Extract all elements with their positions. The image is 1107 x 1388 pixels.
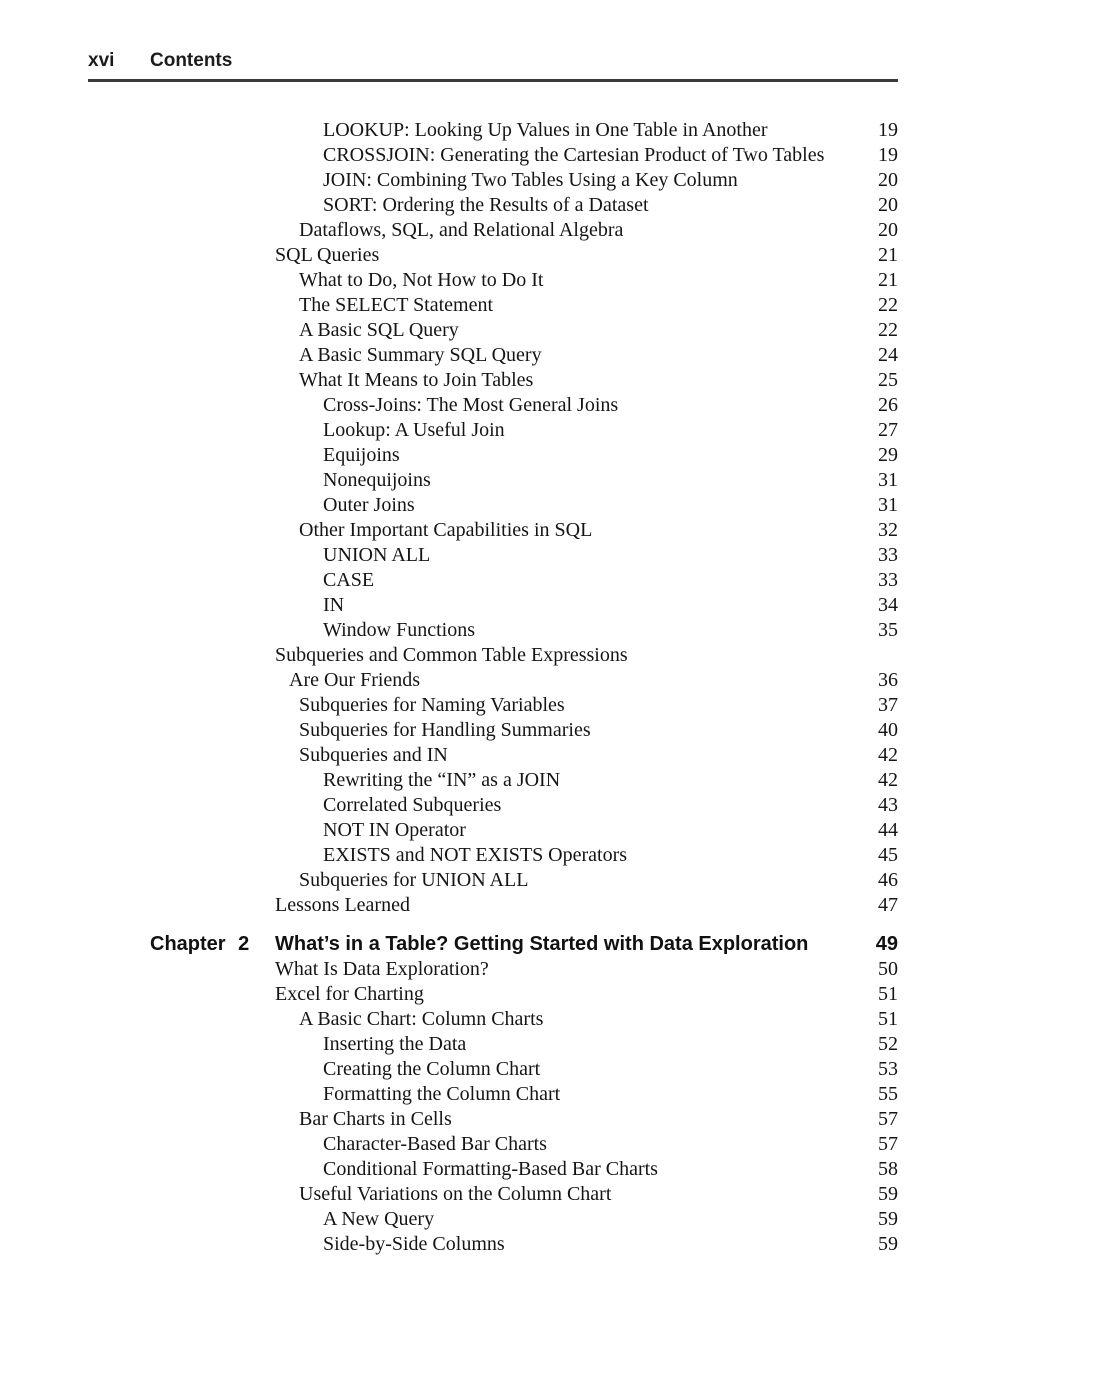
- entry-label: Excel for Charting: [275, 983, 424, 1005]
- toc-entry: [150, 843, 898, 868]
- entry-page-number: 58: [878, 1158, 898, 1180]
- entry-label: What It Means to Join Tables: [299, 369, 534, 391]
- entry-label: Rewriting the “IN” as a JOIN: [323, 769, 561, 791]
- toc-entry: [150, 768, 898, 793]
- entry-page-number: 27: [878, 419, 898, 441]
- entry-page-number: 55: [878, 1083, 898, 1105]
- toc-entry: [150, 343, 898, 368]
- entry-label: A Basic SQL Query: [299, 319, 459, 341]
- entry-label: SQL Queries: [275, 244, 380, 266]
- toc-entry: [150, 743, 898, 768]
- toc-entry: [150, 982, 898, 1007]
- toc-page: [88, 50, 898, 1257]
- entry-page-number: 59: [878, 1183, 898, 1205]
- toc-entry: [150, 793, 898, 818]
- entry-label: Equijoins: [323, 444, 400, 466]
- toc-entry: [150, 1157, 898, 1182]
- entry-page-number: 26: [878, 394, 898, 416]
- entry-page-number: 37: [878, 694, 898, 716]
- toc-entry: [150, 1232, 898, 1257]
- entry-page-number: 20: [878, 194, 898, 216]
- entry-label: A Basic Summary SQL Query: [299, 344, 542, 366]
- toc-entry: [150, 718, 898, 743]
- entry-label: CROSSJOIN: Generating the Cartesian Product of Two Tables: [323, 144, 825, 166]
- entry-page-number: 22: [878, 319, 898, 341]
- toc-entry: [150, 1107, 898, 1132]
- toc-entry: [150, 243, 898, 268]
- toc-entry: [150, 443, 898, 468]
- toc-entry: [150, 193, 898, 218]
- toc-entry: [150, 218, 898, 243]
- chapter-label: Chapter 2: [150, 933, 250, 955]
- entry-label: Side-by-Side Columns: [323, 1233, 505, 1255]
- entry-label: Correlated Subqueries: [323, 794, 502, 816]
- toc-entry: [150, 957, 898, 982]
- toc-entry: [150, 818, 898, 843]
- entry-page-number: 51: [878, 983, 898, 1005]
- toc-entry: [150, 168, 898, 193]
- entry-label: Subqueries for Naming Variables: [299, 694, 565, 716]
- entry-label: What to Do, Not How to Do It: [299, 269, 544, 291]
- entry-page-number: 33: [878, 544, 898, 566]
- entry-page-number: 51: [878, 1008, 898, 1030]
- entry-page-number: 34: [878, 594, 898, 616]
- entry-page-number: 40: [878, 719, 898, 741]
- entry-page-number: 59: [878, 1233, 898, 1255]
- toc-entry: [150, 893, 898, 918]
- entry-page-number: 44: [878, 819, 898, 841]
- entry-label: Useful Variations on the Column Chart: [299, 1183, 612, 1205]
- entry-page-number: 59: [878, 1208, 898, 1230]
- entry-label: Character-Based Bar Charts: [323, 1133, 547, 1155]
- entry-label: A New Query: [323, 1208, 435, 1230]
- entry-page-number: 53: [878, 1058, 898, 1080]
- entry-label: Are Our Friends: [289, 669, 421, 691]
- entry-page-number: 35: [878, 619, 898, 641]
- entry-page-number: 50: [878, 958, 898, 980]
- entry-label: CASE: [323, 569, 375, 591]
- toc-entry: [150, 468, 898, 493]
- entry-label: The SELECT Statement: [299, 294, 494, 316]
- entry-label: Subqueries for UNION ALL: [299, 869, 529, 891]
- chapter-title: What’s in a Table? Getting Started with Data Exploration: [275, 933, 809, 955]
- entry-label: What Is Data Exploration?: [275, 958, 489, 980]
- entry-page-number: 46: [878, 869, 898, 891]
- entry-label: NOT IN Operator: [323, 819, 466, 841]
- entry-label: Formatting the Column Chart: [323, 1083, 561, 1105]
- toc-entry: [150, 1082, 898, 1107]
- toc-entry: [150, 393, 898, 418]
- entry-label: Conditional Formatting-Based Bar Charts: [323, 1158, 658, 1180]
- toc-entry: [150, 268, 898, 293]
- entry-page-number: 42: [878, 769, 898, 791]
- entry-label: EXISTS and NOT EXISTS Operators: [323, 844, 628, 866]
- toc-entry: [150, 293, 898, 318]
- toc-entry: [150, 1182, 898, 1207]
- table-of-contents: [150, 118, 898, 1257]
- entry-page-number: 24: [878, 344, 898, 366]
- running-head-title: Contents: [150, 50, 233, 71]
- toc-entry: [150, 568, 898, 593]
- entry-page-number: 19: [878, 144, 898, 166]
- entry-page-number: 45: [878, 844, 898, 866]
- toc-entry: [150, 518, 898, 543]
- toc-entry: [150, 418, 898, 443]
- entry-label: JOIN: Combining Two Tables Using a Key Column: [323, 169, 738, 191]
- toc-entry: [150, 1057, 898, 1082]
- entry-label: Lessons Learned: [275, 894, 410, 916]
- toc-entry: [150, 143, 898, 168]
- entry-page-number: 57: [878, 1133, 898, 1155]
- entry-page-number: 19: [878, 119, 898, 141]
- entry-label: IN: [323, 594, 345, 616]
- entry-page-number: 36: [878, 669, 898, 691]
- entry-page-number: 42: [878, 744, 898, 766]
- chapter-page-number: 49: [875, 933, 898, 955]
- toc-entry: [150, 643, 898, 668]
- toc-entry: [150, 1032, 898, 1057]
- toc-entry: [150, 118, 898, 143]
- entry-label: UNION ALL: [323, 544, 431, 566]
- entry-page-number: 31: [878, 469, 898, 491]
- toc-entry: [150, 368, 898, 393]
- entry-page-number: 21: [878, 244, 898, 266]
- toc-entry: [150, 1132, 898, 1157]
- page-header: [88, 50, 898, 82]
- toc-entry: [150, 668, 898, 693]
- entry-label: Lookup: A Useful Join: [323, 419, 505, 441]
- entry-page-number: 47: [878, 894, 898, 916]
- entry-page-number: 32: [878, 519, 898, 541]
- entry-page-number: 52: [878, 1033, 898, 1055]
- toc-entry: [150, 1207, 898, 1232]
- entry-page-number: 20: [878, 169, 898, 191]
- entry-label: Nonequijoins: [323, 469, 431, 491]
- entry-label: LOOKUP: Looking Up Values in One Table in Another: [323, 119, 768, 141]
- entry-label: Bar Charts in Cells: [299, 1108, 452, 1130]
- entry-page-number: 57: [878, 1108, 898, 1130]
- entry-page-number: 20: [878, 219, 898, 241]
- toc-entry: [150, 868, 898, 893]
- entry-label: Other Important Capabilities in SQL: [299, 519, 593, 541]
- entry-label: Cross-Joins: The Most General Joins: [323, 394, 619, 416]
- toc-entry: [150, 618, 898, 643]
- entry-label: A Basic Chart: Column Charts: [299, 1008, 544, 1030]
- entry-label: Dataflows, SQL, and Relational Algebra: [299, 219, 624, 241]
- chapter-heading: [150, 932, 898, 957]
- folio-page-number: xvi: [88, 50, 115, 71]
- entry-label: Subqueries and Common Table Expressions: [275, 644, 628, 666]
- entry-page-number: 29: [878, 444, 898, 466]
- entry-page-number: 33: [878, 569, 898, 591]
- entry-page-number: 22: [878, 294, 898, 316]
- entry-label: Subqueries for Handling Summaries: [299, 719, 591, 741]
- entry-page-number: 43: [878, 794, 898, 816]
- entry-label: Subqueries and IN: [299, 744, 448, 766]
- toc-entry: [150, 593, 898, 618]
- entry-label: SORT: Ordering the Results of a Dataset: [323, 194, 649, 216]
- entry-label: Inserting the Data: [323, 1033, 467, 1055]
- toc-entry: [150, 543, 898, 568]
- toc-entry: [150, 493, 898, 518]
- toc-entry: [150, 1007, 898, 1032]
- entry-label: Outer Joins: [323, 494, 415, 516]
- entry-label: Creating the Column Chart: [323, 1058, 541, 1080]
- entry-page-number: 25: [878, 369, 898, 391]
- entry-page-number: 31: [878, 494, 898, 516]
- toc-entry: [150, 693, 898, 718]
- entry-page-number: 21: [878, 269, 898, 291]
- entry-label: Window Functions: [323, 619, 475, 641]
- toc-entry: [150, 318, 898, 343]
